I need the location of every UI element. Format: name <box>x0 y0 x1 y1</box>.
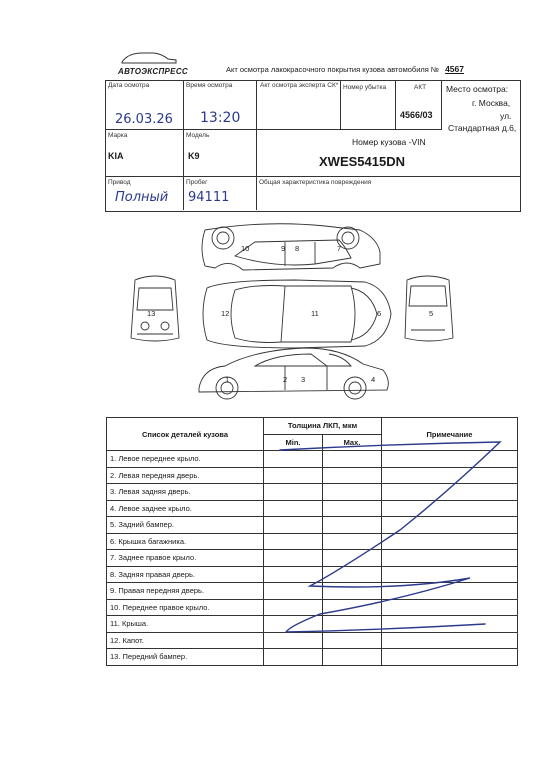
part-name: 7. Заднее правое крыло. <box>107 550 264 567</box>
col-max: Max. <box>323 434 382 451</box>
date-value: 26.03.26 <box>115 112 173 127</box>
car-top-view <box>203 280 391 348</box>
zone-label-11: 11 <box>311 309 319 318</box>
logo-text: АВТОЭКСПРЕСС <box>118 67 188 76</box>
zone-label-3: 3 <box>301 375 306 384</box>
act-number: 4567 <box>445 64 464 74</box>
make-value: KIA <box>108 151 124 161</box>
expert-label: Акт осмотра эксперта СК* <box>260 82 339 89</box>
vin-value: XWES5415DN <box>319 154 405 169</box>
part-name: 11. Крыша. <box>107 616 264 633</box>
time-label: Время осмотра <box>186 82 233 89</box>
zone-label-5: 5 <box>429 309 434 318</box>
place-line2: ул. <box>500 111 512 121</box>
act-label: АКТ <box>414 84 427 91</box>
date-label: Дата осмотра <box>108 82 150 89</box>
car-left-side-view <box>199 348 388 399</box>
place-line3: Стандартная д.6, <box>448 123 517 133</box>
strike-through-mark <box>250 420 520 650</box>
part-name: 5. Задний бампер. <box>107 517 264 534</box>
part-name: 3. Левая задняя дверь. <box>107 484 264 501</box>
part-name: 4. Левое заднее крыло. <box>107 500 264 517</box>
drive-value: Полный <box>115 190 169 205</box>
part-name: 9. Правая передняя дверь. <box>107 583 264 600</box>
zone-label-10: 10 <box>241 244 250 253</box>
zone-label-13: 13 <box>147 309 156 318</box>
col-parts: Список деталей кузова <box>107 418 264 451</box>
zone-label-7: 7 <box>337 244 342 253</box>
zone-label-8: 8 <box>295 244 300 253</box>
place-line1: г. Москва, <box>472 98 511 108</box>
zone-label-4: 4 <box>371 375 376 384</box>
drive-label: Привод <box>108 179 131 186</box>
car-right-side-view <box>202 224 380 270</box>
zone-label-6: 6 <box>377 309 382 318</box>
model-value: K9 <box>188 151 200 161</box>
col-thickness: Толщина ЛКП, мкм <box>264 418 382 435</box>
model-label: Модель <box>186 132 210 139</box>
mileage-value: 94111 <box>188 190 230 205</box>
make-label: Марка <box>108 132 128 139</box>
zone-label-1: 1 <box>225 375 230 384</box>
part-name: 2. Левая передняя дверь. <box>107 467 264 484</box>
time-value: 13:20 <box>200 110 241 126</box>
zone-label-9: 9 <box>281 244 286 253</box>
col-note: Примечание <box>382 418 518 451</box>
logo <box>118 50 188 76</box>
table-row <box>107 649 518 666</box>
col-min: Min. <box>264 434 323 451</box>
page-title <box>226 64 464 74</box>
mileage-label: Пробег <box>186 179 208 186</box>
damage-label: Общая характеристика повреждения <box>259 179 372 186</box>
title-text: Акт осмотра лакокрасочного покрытия кузова автомобиля № <box>226 65 439 74</box>
zone-label-12: 12 <box>221 309 230 318</box>
part-name: 10. Переднее правое крыло. <box>107 599 264 616</box>
place-label: Место осмотра: <box>446 84 509 94</box>
part-name: 13. Передний бампер. <box>107 649 264 666</box>
part-name: 8. Задняя правая дверь. <box>107 566 264 583</box>
zone-label-2: 2 <box>283 375 288 384</box>
part-name: 12. Капот. <box>107 632 264 649</box>
part-name: 1. Левое переднее крыло. <box>107 451 264 468</box>
car-diagram <box>115 218 475 414</box>
part-name: 6. Крышка багажника. <box>107 533 264 550</box>
car-logo-icon <box>118 50 180 64</box>
act-value: 4566/03 <box>400 110 433 120</box>
vin-label: Номер кузова -VIN <box>352 137 426 147</box>
loss-label: Номер убытка <box>343 84 387 91</box>
